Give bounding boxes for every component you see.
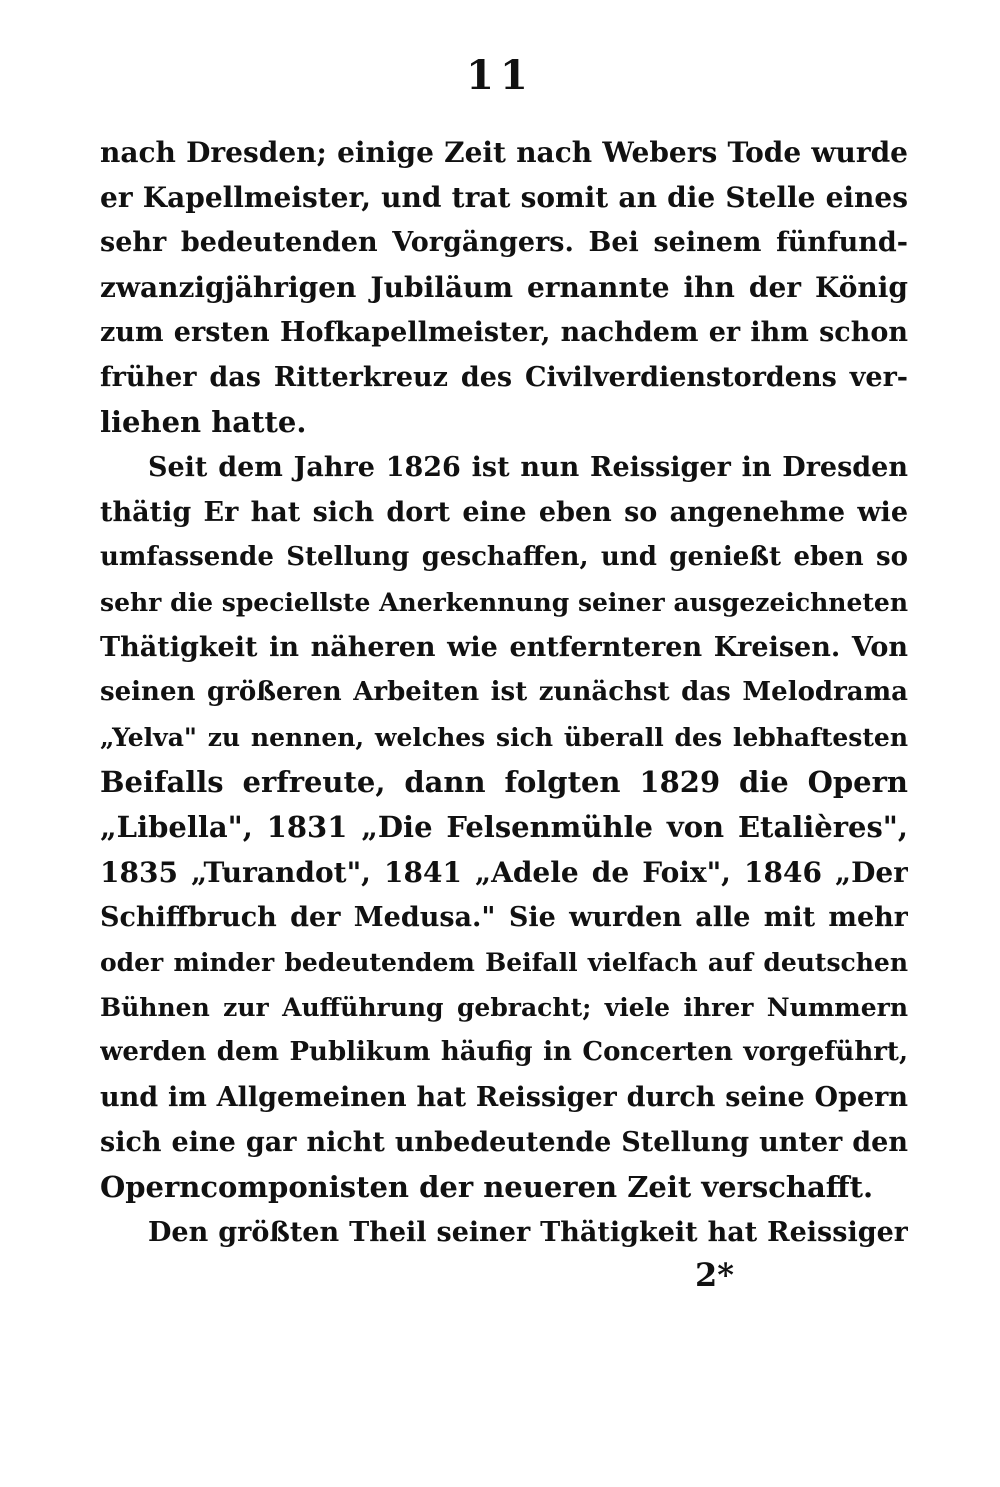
text-line: sich eine gar nicht unbedeutende Stellung unter den <box>100 1127 908 1158</box>
text-line: Bühnen zur Aufführung gebracht; viele ihrer Nummern <box>100 993 908 1022</box>
text-line: sehr die speciellste Anerkennung seiner ausgezeichneten <box>100 588 908 617</box>
signature-mark: 2* <box>695 1256 734 1294</box>
text-line: Schiffbruch der Medusa." Sie wurden alle mit mehr <box>100 902 908 933</box>
text-line: früher das Ritterkreuz des Civilverdienstordens ver- <box>100 362 908 393</box>
text-line: oder minder bedeutendem Beifall vielfach auf deutschen <box>100 948 908 977</box>
text-line: und im Allgemeinen hat Reissiger durch seine Opern <box>100 1082 908 1113</box>
text-line: 1835 „Turandot", 1841 „Adele de Foix", 1846 „Der <box>100 856 908 889</box>
page-number: 11 <box>466 52 534 99</box>
text-line: Thätigkeit in näheren wie entfernteren Kreisen. Von <box>100 632 908 663</box>
text-line: zwanzigjährigen Jubiläum ernannte ihn der König <box>100 271 908 304</box>
text-line: Operncomponisten der neueren Zeit verschafft. <box>100 1170 874 1204</box>
text-line: sehr bedeutenden Vorgängers. Bei seinem fünfund- <box>100 227 908 258</box>
text-line: „Libella", 1831 „Die Felsenmühle von Etalières", <box>100 810 908 844</box>
text-line: zum ersten Hofkapellmeister, nachdem er ihm schon <box>100 317 908 348</box>
text-line: werden dem Publikum häufig in Concerten vorgeführt, <box>100 1037 908 1067</box>
text-line: er Kapellmeister, und trat somit an die Stelle eines <box>100 181 908 214</box>
text-line: liehen hatte. <box>100 405 307 439</box>
paragraph-start-line: Den größten Theil seiner Thätigkeit hat Reissiger <box>148 1217 908 1248</box>
paragraph-start-line: Seit dem Jahre 1826 ist nun Reissiger in Dresden <box>148 452 908 483</box>
text-line: seinen größeren Arbeiten ist zunächst das Melodrama <box>100 677 908 707</box>
body-text <box>100 130 908 1255</box>
text-line: thätig Er hat sich dort eine eben so angenehme wie <box>100 497 908 528</box>
text-line: nach Dresden; einige Zeit nach Webers Tode wurde <box>100 136 908 169</box>
text-line: Beifalls erfreute, dann folgten 1829 die Opern <box>100 765 908 799</box>
text-line: umfassende Stellung geschaffen, und genießt eben so <box>100 542 908 572</box>
text-line: „Yelva" zu nennen, welches sich überall des lebhaftesten <box>100 723 908 752</box>
